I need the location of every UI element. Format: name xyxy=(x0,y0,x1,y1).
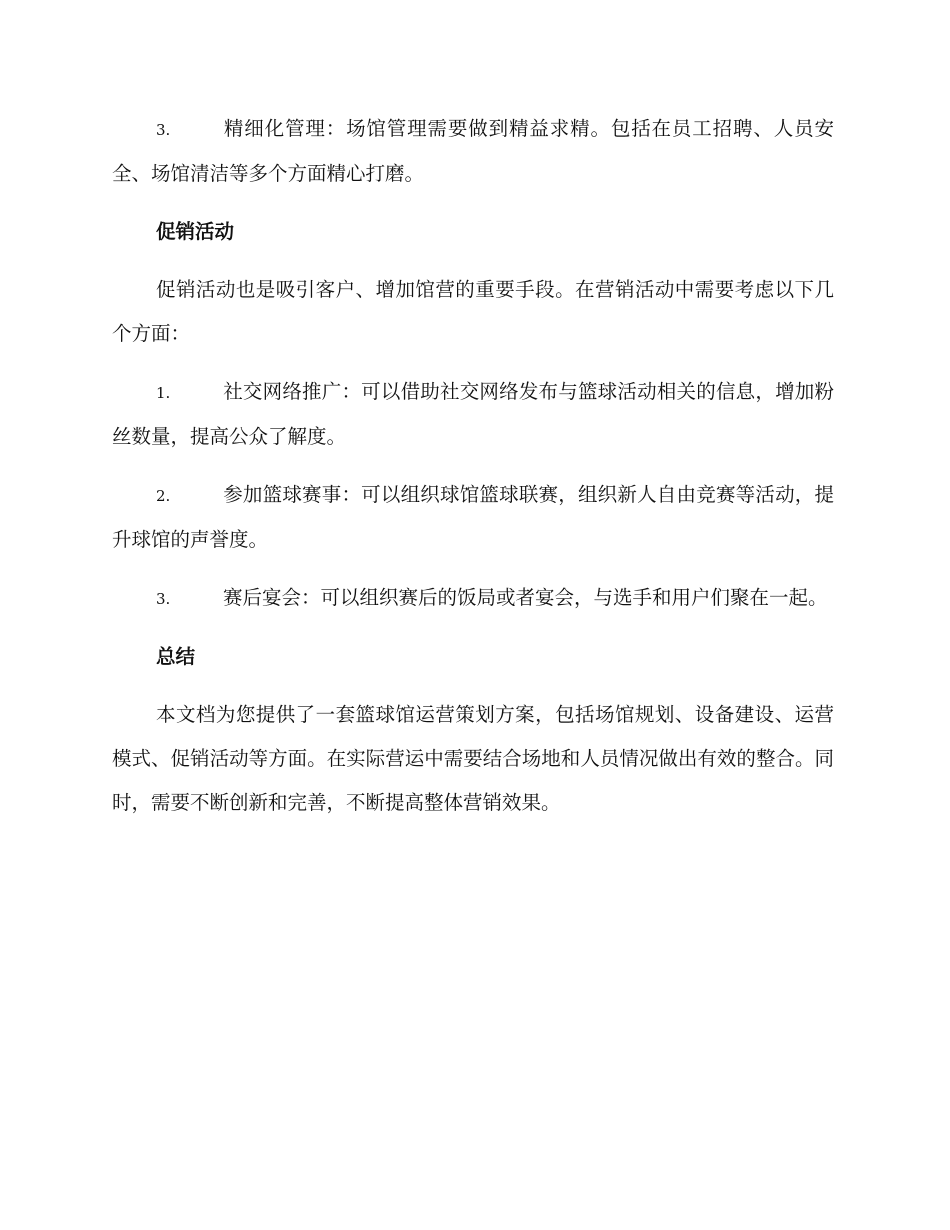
list-text: 社交网络推广：可以借助社交网络发布与篮球活动相关的信息，增加粉丝数量，提高公众了解度。 xyxy=(112,380,834,448)
summary-paragraph: 本文档为您提供了一套篮球馆运营策划方案，包括场馆规划、设备建设、运营模式、促销活动等方面。在实际营运中需要结合场地和人员情况做出有效的整合。同时，需要不断创新和完善，不断提高整体营销效果。 xyxy=(112,703,834,814)
list-item-promotion-2 xyxy=(112,473,834,562)
list-item-management xyxy=(112,107,834,196)
document-content xyxy=(112,107,834,825)
list-number: 1. xyxy=(156,384,171,402)
section-heading-summary: 总结 xyxy=(156,645,196,668)
list-text: 精细化管理：场馆管理需要做到精益求精。包括在员工招聘、人员安全、场馆清洁等多个方面精心打磨。 xyxy=(112,117,834,185)
section-heading-promotion: 促销活动 xyxy=(156,220,235,243)
list-item-promotion-1 xyxy=(112,370,834,459)
promotion-intro-paragraph: 促销活动也是吸引客户、增加馆营的重要手段。在营销活动中需要考虑以下几个方面： xyxy=(112,278,834,345)
list-item-promotion-3 xyxy=(112,576,834,621)
list-number: 3. xyxy=(156,121,171,139)
list-text: 参加篮球赛事：可以组织球馆篮球联赛，组织新人自由竞赛等活动，提升球馆的声誉度。 xyxy=(112,483,834,551)
list-number: 2. xyxy=(156,487,171,505)
list-number: 3. xyxy=(156,590,171,608)
list-text: 赛后宴会：可以组织赛后的饭局或者宴会，与选手和用户们聚在一起。 xyxy=(223,586,828,609)
